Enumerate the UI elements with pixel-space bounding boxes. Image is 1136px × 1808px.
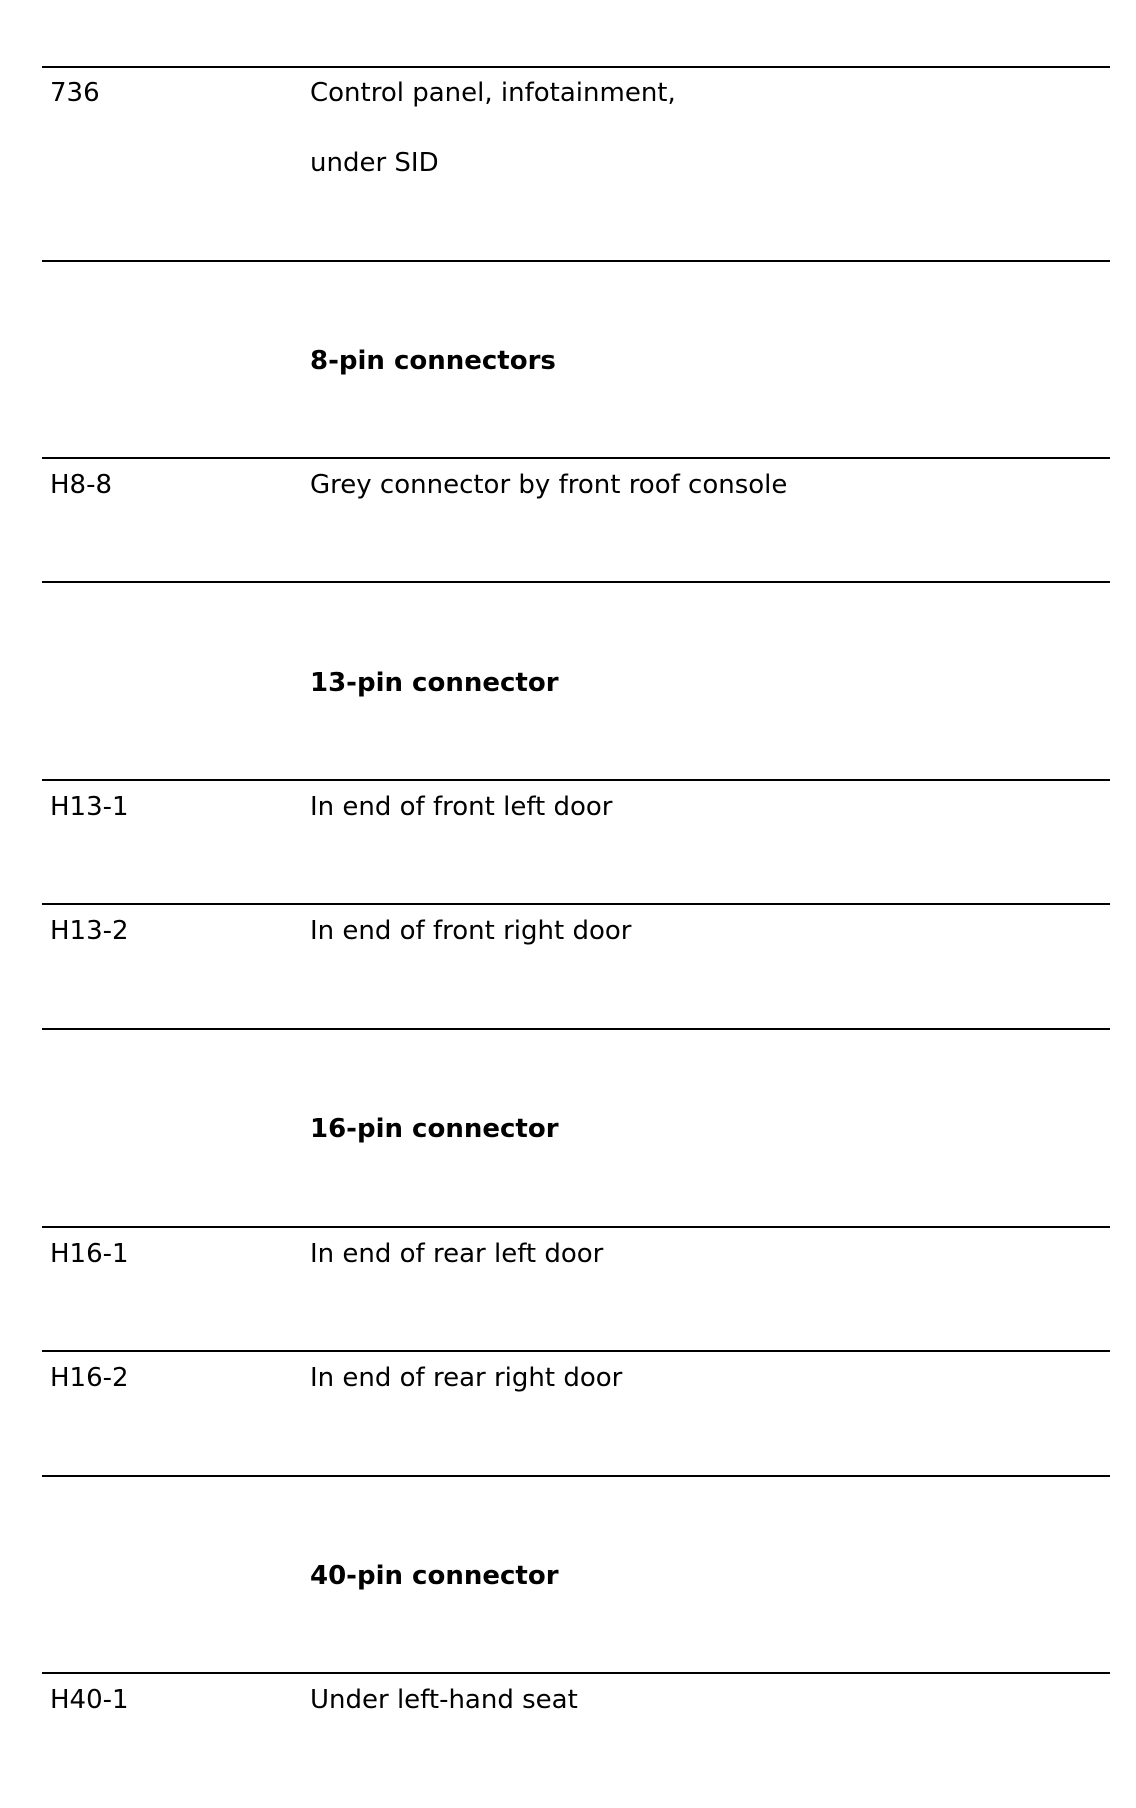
connector-description: In end of front right door [310, 916, 632, 946]
connector-code: 736 [50, 78, 100, 108]
section-heading: 8-pin connectors [310, 346, 556, 376]
table-rule [42, 1350, 1110, 1352]
connector-description: In end of front left door [310, 792, 613, 822]
connector-description: In end of rear left door [310, 1239, 604, 1269]
table-rule [42, 457, 1110, 459]
connector-code: H16-1 [50, 1239, 129, 1269]
table-rule [42, 903, 1110, 905]
connector-description: Grey connector by front roof console [310, 470, 788, 500]
table-rule [42, 1672, 1110, 1674]
connector-code: H13-1 [50, 792, 129, 822]
table-rule [42, 1226, 1110, 1228]
connector-description: under SID [310, 148, 439, 178]
connector-description: In end of rear right door [310, 1363, 623, 1393]
connector-code: H16-2 [50, 1363, 129, 1393]
connector-code: H8-8 [50, 470, 113, 500]
section-heading: 40-pin connector [310, 1561, 559, 1591]
connector-description: Control panel, infotainment, [310, 78, 676, 108]
table-rule [42, 779, 1110, 781]
table-rule [42, 1475, 1110, 1477]
section-heading: 16-pin connector [310, 1114, 559, 1144]
table-rule [42, 581, 1110, 583]
table-rule [42, 1028, 1110, 1030]
connector-code: H13-2 [50, 916, 129, 946]
connector-code: H40-1 [50, 1685, 129, 1715]
section-heading: 13-pin connector [310, 668, 559, 698]
connector-description: Under left-hand seat [310, 1685, 578, 1715]
table-rule [42, 260, 1110, 262]
table-rule [42, 66, 1110, 68]
